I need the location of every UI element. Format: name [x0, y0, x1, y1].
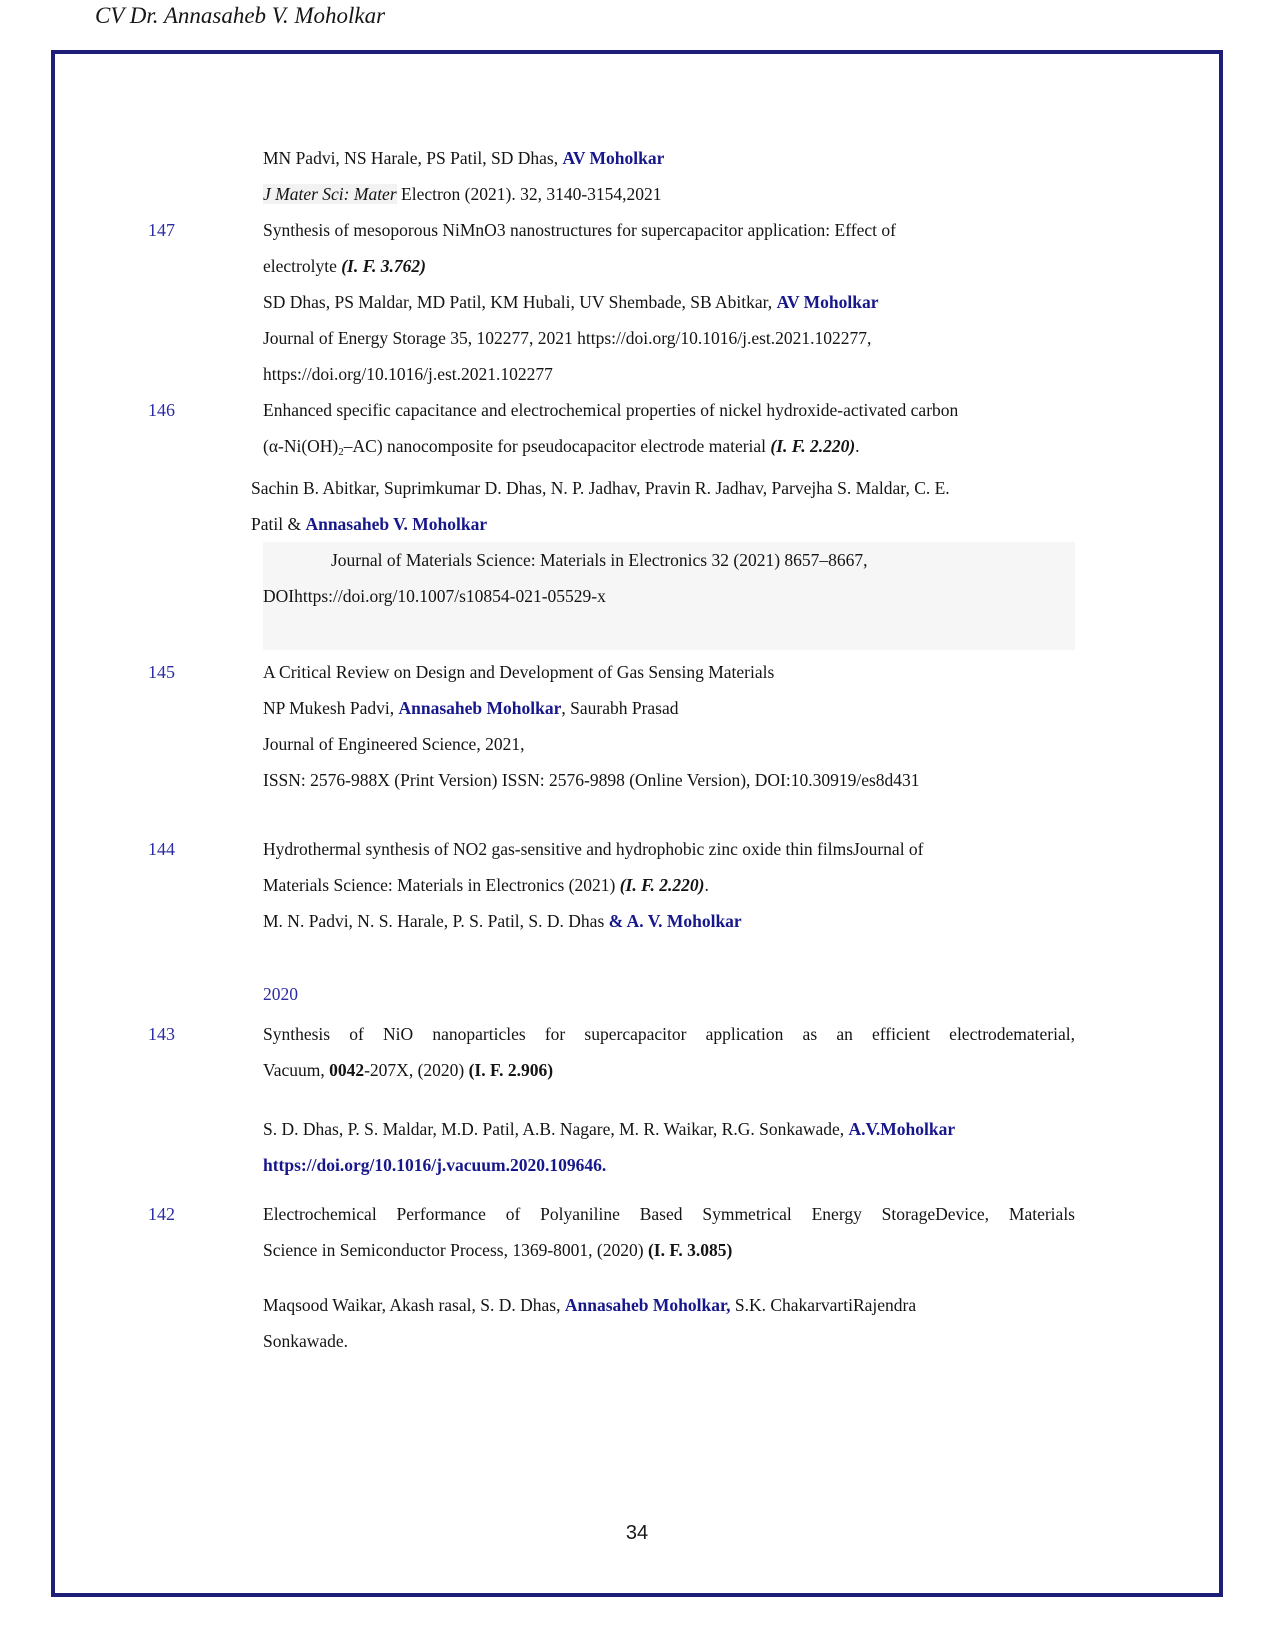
entry-lines	[263, 212, 1075, 284]
publication-line	[263, 903, 1075, 939]
publication-line	[251, 470, 1075, 506]
entry-number: 143	[148, 1024, 175, 1044]
entry-lines	[263, 1016, 1075, 1088]
entry-number: 146	[148, 400, 175, 420]
text-segment: Electron (2021). 32, 3140-3154,2021	[396, 184, 662, 204]
publication-entry	[148, 831, 1219, 939]
text-segment: .	[704, 875, 709, 895]
text-segment: A Critical Review on Design and Development of Gas Sensing Materials	[263, 662, 775, 682]
text-segment: electrolyte	[263, 256, 342, 276]
entry-number: 147	[148, 220, 175, 240]
cv-header-title: CV Dr. Annasaheb V. Moholkar	[95, 3, 386, 28]
text-segment: 2	[338, 446, 344, 458]
entry-number	[148, 140, 263, 176]
publication-entry	[148, 470, 1219, 542]
text-segment: -207X, (2020)	[364, 1060, 469, 1080]
author-name-highlight: Annasaheb Moholkar,	[564, 1295, 731, 1315]
text-segment: Synthesis of mesoporous NiMnO3 nanostructures for supercapacitor application: Effect of	[263, 220, 896, 240]
entry-number: 144	[148, 839, 175, 859]
publication-entry	[148, 212, 1219, 284]
text-segment: (I. F. 2.906)	[468, 1060, 554, 1080]
publication-line	[263, 1016, 1075, 1052]
publication-line	[263, 392, 1075, 428]
entry-lines	[263, 976, 1075, 1012]
publication-line	[263, 140, 1075, 176]
entry-lines	[263, 831, 1075, 939]
entry-number	[148, 1111, 263, 1183]
publication-entry	[148, 1196, 1219, 1268]
publication-line	[263, 654, 1075, 690]
text-segment: (α-Ni(OH)	[263, 436, 339, 456]
publication-line	[263, 212, 1075, 248]
text-segment: M. N. Padvi, N. S. Harale, P. S. Patil, S. D. Dhas	[263, 911, 609, 931]
text-segment: Science in Semiconductor Process, 1369-8001, (2020)	[263, 1240, 648, 1260]
publication-entry	[148, 1287, 1219, 1359]
text-segment: Enhanced specific capacitance and electrochemical properties of nickel hydroxide-activated carbon	[263, 400, 959, 420]
publication-entry	[148, 654, 1219, 798]
entry-lines	[263, 654, 1075, 798]
publication-line	[263, 320, 1075, 356]
entry-lines	[263, 1287, 1075, 1359]
page-number: 34	[625, 1522, 649, 1544]
publication-line	[263, 1287, 1075, 1323]
text-segment: 0042	[329, 1060, 365, 1080]
entry-lines	[263, 1111, 1075, 1183]
entry-lines	[263, 284, 1075, 392]
text-segment: (I. F. 3.085)	[647, 1240, 733, 1260]
publication-line	[263, 831, 1075, 867]
text-segment: MN Padvi, NS Harale, PS Patil, SD Dhas,	[263, 148, 563, 168]
text-segment: Vacuum,	[263, 1060, 330, 1080]
publication-line	[263, 428, 1075, 470]
publication-entry	[148, 284, 1219, 392]
entry-lines	[251, 470, 1075, 542]
text-segment: Sachin B. Abitkar, Suprimkumar D. Dhas, N. P. Jadhav, Pravin R. Jadhav, Parvejha S. Maldar, C. E.	[251, 478, 950, 498]
publication-line	[263, 1111, 1075, 1147]
page-border-frame	[51, 50, 1223, 1597]
publication-entry	[148, 392, 1219, 470]
text-segment: (I. F. 2.220)	[619, 875, 705, 895]
text-segment: SD Dhas, PS Maldar, MD Patil, KM Hubali, UV Shembade, SB Abitkar,	[263, 292, 777, 312]
publication-line	[263, 1232, 1075, 1268]
text-segment: Patil &	[251, 514, 306, 534]
text-segment: –AC) nanocomposite for pseudocapacitor electrode material	[343, 436, 771, 456]
text-segment: S. D. Dhas, P. S. Maldar, M.D. Patil, A.B. Nagare, M. R. Waikar, R.G. Sonkawade,	[263, 1119, 849, 1139]
publication-line	[263, 976, 1075, 1012]
publication-line	[251, 506, 1075, 542]
publication-line	[263, 1323, 1075, 1359]
text-segment: DOIhttps://doi.org/10.1007/s10854-021-05529-x	[263, 586, 606, 606]
text-segment: https://doi.org/10.1016/j.est.2021.102277	[263, 364, 553, 384]
entry-number	[148, 1287, 263, 1359]
text-segment: Sonkawade.	[263, 1331, 349, 1351]
publication-line	[263, 614, 1075, 650]
page-content	[55, 54, 1219, 1359]
text-segment: Materials Science: Materials in Electronics (2021)	[263, 875, 620, 895]
publication-line	[263, 1147, 1075, 1183]
entry-number: 145	[148, 662, 175, 682]
text-segment: , Saurabh Prasad	[561, 698, 679, 718]
entry-number	[148, 176, 263, 212]
author-name-highlight: AV Moholkar	[776, 292, 879, 312]
text-segment: S.K. ChakarvartiRajendra	[730, 1295, 917, 1315]
publication-line	[263, 578, 1075, 614]
doi-link[interactable]: https://doi.org/10.1016/j.vacuum.2020.109646.	[263, 1155, 607, 1175]
text-segment: NP Mukesh Padvi,	[263, 698, 399, 718]
entry-number	[148, 470, 263, 542]
entry-lines	[263, 542, 1075, 650]
publication-line	[263, 762, 1075, 798]
entry-number	[148, 542, 263, 650]
text-segment: ISSN: 2576-988X (Print Version) ISSN: 2576-9898 (Online Version), DOI:10.30919/es8d431	[263, 770, 920, 790]
entry-lines	[263, 1196, 1075, 1268]
publication-line	[263, 726, 1075, 762]
highlighted-block	[148, 542, 1219, 650]
publication-line	[263, 867, 1075, 903]
publication-line	[263, 248, 1075, 284]
year-heading: 2020	[263, 984, 298, 1004]
text-segment: Electrochemical Performance of Polyaniline Based Symmetrical Energy StorageDevice, Materials	[263, 1204, 1075, 1224]
publication-line	[263, 356, 1075, 392]
text-segment: .	[855, 436, 860, 456]
author-name-highlight: Annasaheb Moholkar	[398, 698, 562, 718]
publication-line	[263, 284, 1075, 320]
publication-line	[263, 542, 1075, 578]
publication-entry	[148, 1016, 1219, 1088]
author-name-highlight: A.V.Moholkar	[848, 1119, 956, 1139]
text-segment: (I. F. 3.762)	[341, 256, 426, 276]
publication-line	[263, 1196, 1075, 1232]
entry-lines	[263, 176, 1075, 212]
text-segment: Journal of Engineered Science, 2021,	[263, 734, 525, 754]
text-segment: Maqsood Waikar, Akash rasal, S. D. Dhas,	[263, 1295, 565, 1315]
entry-lines	[263, 140, 1075, 176]
entry-lines	[263, 392, 1075, 470]
text-segment: Hydrothermal synthesis of NO2 gas-sensitive and hydrophobic zinc oxide thin filmsJournal of	[263, 839, 924, 859]
publication-entry	[148, 176, 1219, 212]
text-segment: J Mater Sci: Mater	[263, 184, 397, 204]
publication-entry	[148, 976, 1219, 1012]
publication-line	[263, 690, 1075, 726]
entry-number	[148, 976, 263, 1012]
publication-line	[263, 176, 1075, 212]
text-segment: Journal of Energy Storage 35, 102277, 2021 https://doi.org/10.1016/j.est.2021.102277,	[263, 328, 872, 348]
publication-line	[263, 1052, 1075, 1088]
text-segment: Synthesis of NiO nanoparticles for supercapacitor application as an efficient electrodematerial,	[263, 1024, 1075, 1044]
text-segment: (I. F. 2.220)	[770, 436, 856, 456]
entry-number	[148, 284, 263, 392]
publication-entry	[148, 140, 1219, 176]
author-name-highlight: Annasaheb V. Moholkar	[305, 514, 488, 534]
publications-list	[148, 140, 1219, 1359]
author-name-highlight: AV Moholkar	[562, 148, 665, 168]
text-segment: Journal of Materials Science: Materials in Electronics 32 (2021) 8657–8667,	[331, 550, 868, 570]
entry-number: 142	[148, 1204, 175, 1224]
publication-entry	[148, 1111, 1219, 1183]
author-name-highlight: & A. V. Moholkar	[608, 911, 742, 931]
